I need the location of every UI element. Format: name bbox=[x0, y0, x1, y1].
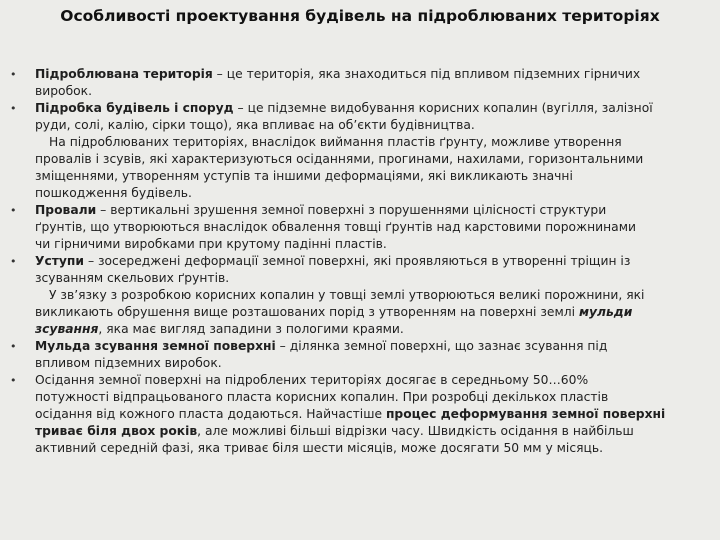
list-item-text bbox=[35, 372, 704, 457]
list-item bbox=[0, 100, 720, 134]
term: Підроблювана територія bbox=[35, 67, 213, 81]
list-item-text bbox=[35, 253, 704, 287]
list-item bbox=[0, 202, 720, 253]
definition: – вертикальні зрушення земної поверхні з порушеннями цілісності структури ґрунтів, що утворюються внаслідок обвалення товщі ґрунтів над карстовими порожнинами чи гірничими виробками при крутому падінні пластів. bbox=[35, 203, 636, 251]
paragraph bbox=[0, 287, 720, 338]
list-item-text bbox=[35, 338, 704, 372]
bullet-icon: • bbox=[10, 204, 17, 217]
bullet-list bbox=[0, 66, 720, 457]
paragraph: На підроблюваних територіях, внаслідок виймання пластів ґрунту, можливе утворення провалів і зсувів, які характеризуються осіданнями, прогинами, нахилами, горизонтальними зміщеннями, утворенням уступів та іншими деформаціями, які викликають значні пошкодження будівель. bbox=[35, 135, 644, 200]
list-item bbox=[0, 253, 720, 287]
paragraph-text: , яка має вигляд западини з пологими краями. bbox=[98, 322, 404, 336]
paragraph-text: , але можливі більші відрізки часу. Швидкість осідання в найбільш активний середній фазі, яка триває біля шести місяців, може досягати 50 мм у місяць. bbox=[35, 424, 634, 455]
list-item-text bbox=[35, 100, 704, 134]
paragraph-text: Осідання земної поверхні на підроблених територіях досягає в середньому 50…60% потужності відпрацьованого пласта корисних копалин. При розробці декількох пластів осідання від кожного пласта додаються. Найчастіше bbox=[35, 373, 609, 421]
definition: – це територія, яка знаходиться під впливом підземних гірничих виробок. bbox=[35, 67, 641, 98]
emphasis: мульди зсування bbox=[35, 305, 633, 336]
bullet-icon: • bbox=[10, 340, 17, 353]
bullet-icon: • bbox=[10, 68, 17, 81]
definition: – зосереджені деформації земної поверхні, які проявляються в утворенні тріщин із зсуванням скельових ґрунтів. bbox=[35, 254, 631, 285]
bullet-icon: • bbox=[10, 374, 17, 387]
list-item-text bbox=[35, 202, 704, 253]
emphasis: процес деформування земної поверхні триває біля двох років bbox=[35, 407, 666, 438]
term: Уступи bbox=[35, 254, 85, 268]
list-item bbox=[0, 66, 720, 100]
bullet-icon: • bbox=[10, 255, 17, 268]
term: Підробка будівель і споруд bbox=[35, 101, 234, 115]
list-item bbox=[0, 372, 720, 457]
paragraph-text: У зв’язку з розробкою корисних копалин у товщі землі утворюються великі порожнини, які викликають обрушення вище розташованих порід з утворенням на поверхні землі bbox=[35, 288, 645, 319]
slide-title: Особливості проектування будівель на підроблюваних територіях bbox=[60, 7, 660, 25]
list-item-text bbox=[35, 66, 704, 100]
term: Мульда зсування земної поверхні bbox=[35, 339, 276, 353]
definition: – це підземне видобування корисних копалин (вугілля, залізної руди, солі, калію, сірки тощо), яка впливає на об’єкти будівництва. bbox=[35, 101, 653, 132]
definition: – ділянка земної поверхні, що зазнає зсування під впливом підземних виробок. bbox=[35, 339, 608, 370]
bullet-icon: • bbox=[10, 102, 17, 115]
term: Провали bbox=[35, 203, 97, 217]
list-item bbox=[0, 338, 720, 372]
